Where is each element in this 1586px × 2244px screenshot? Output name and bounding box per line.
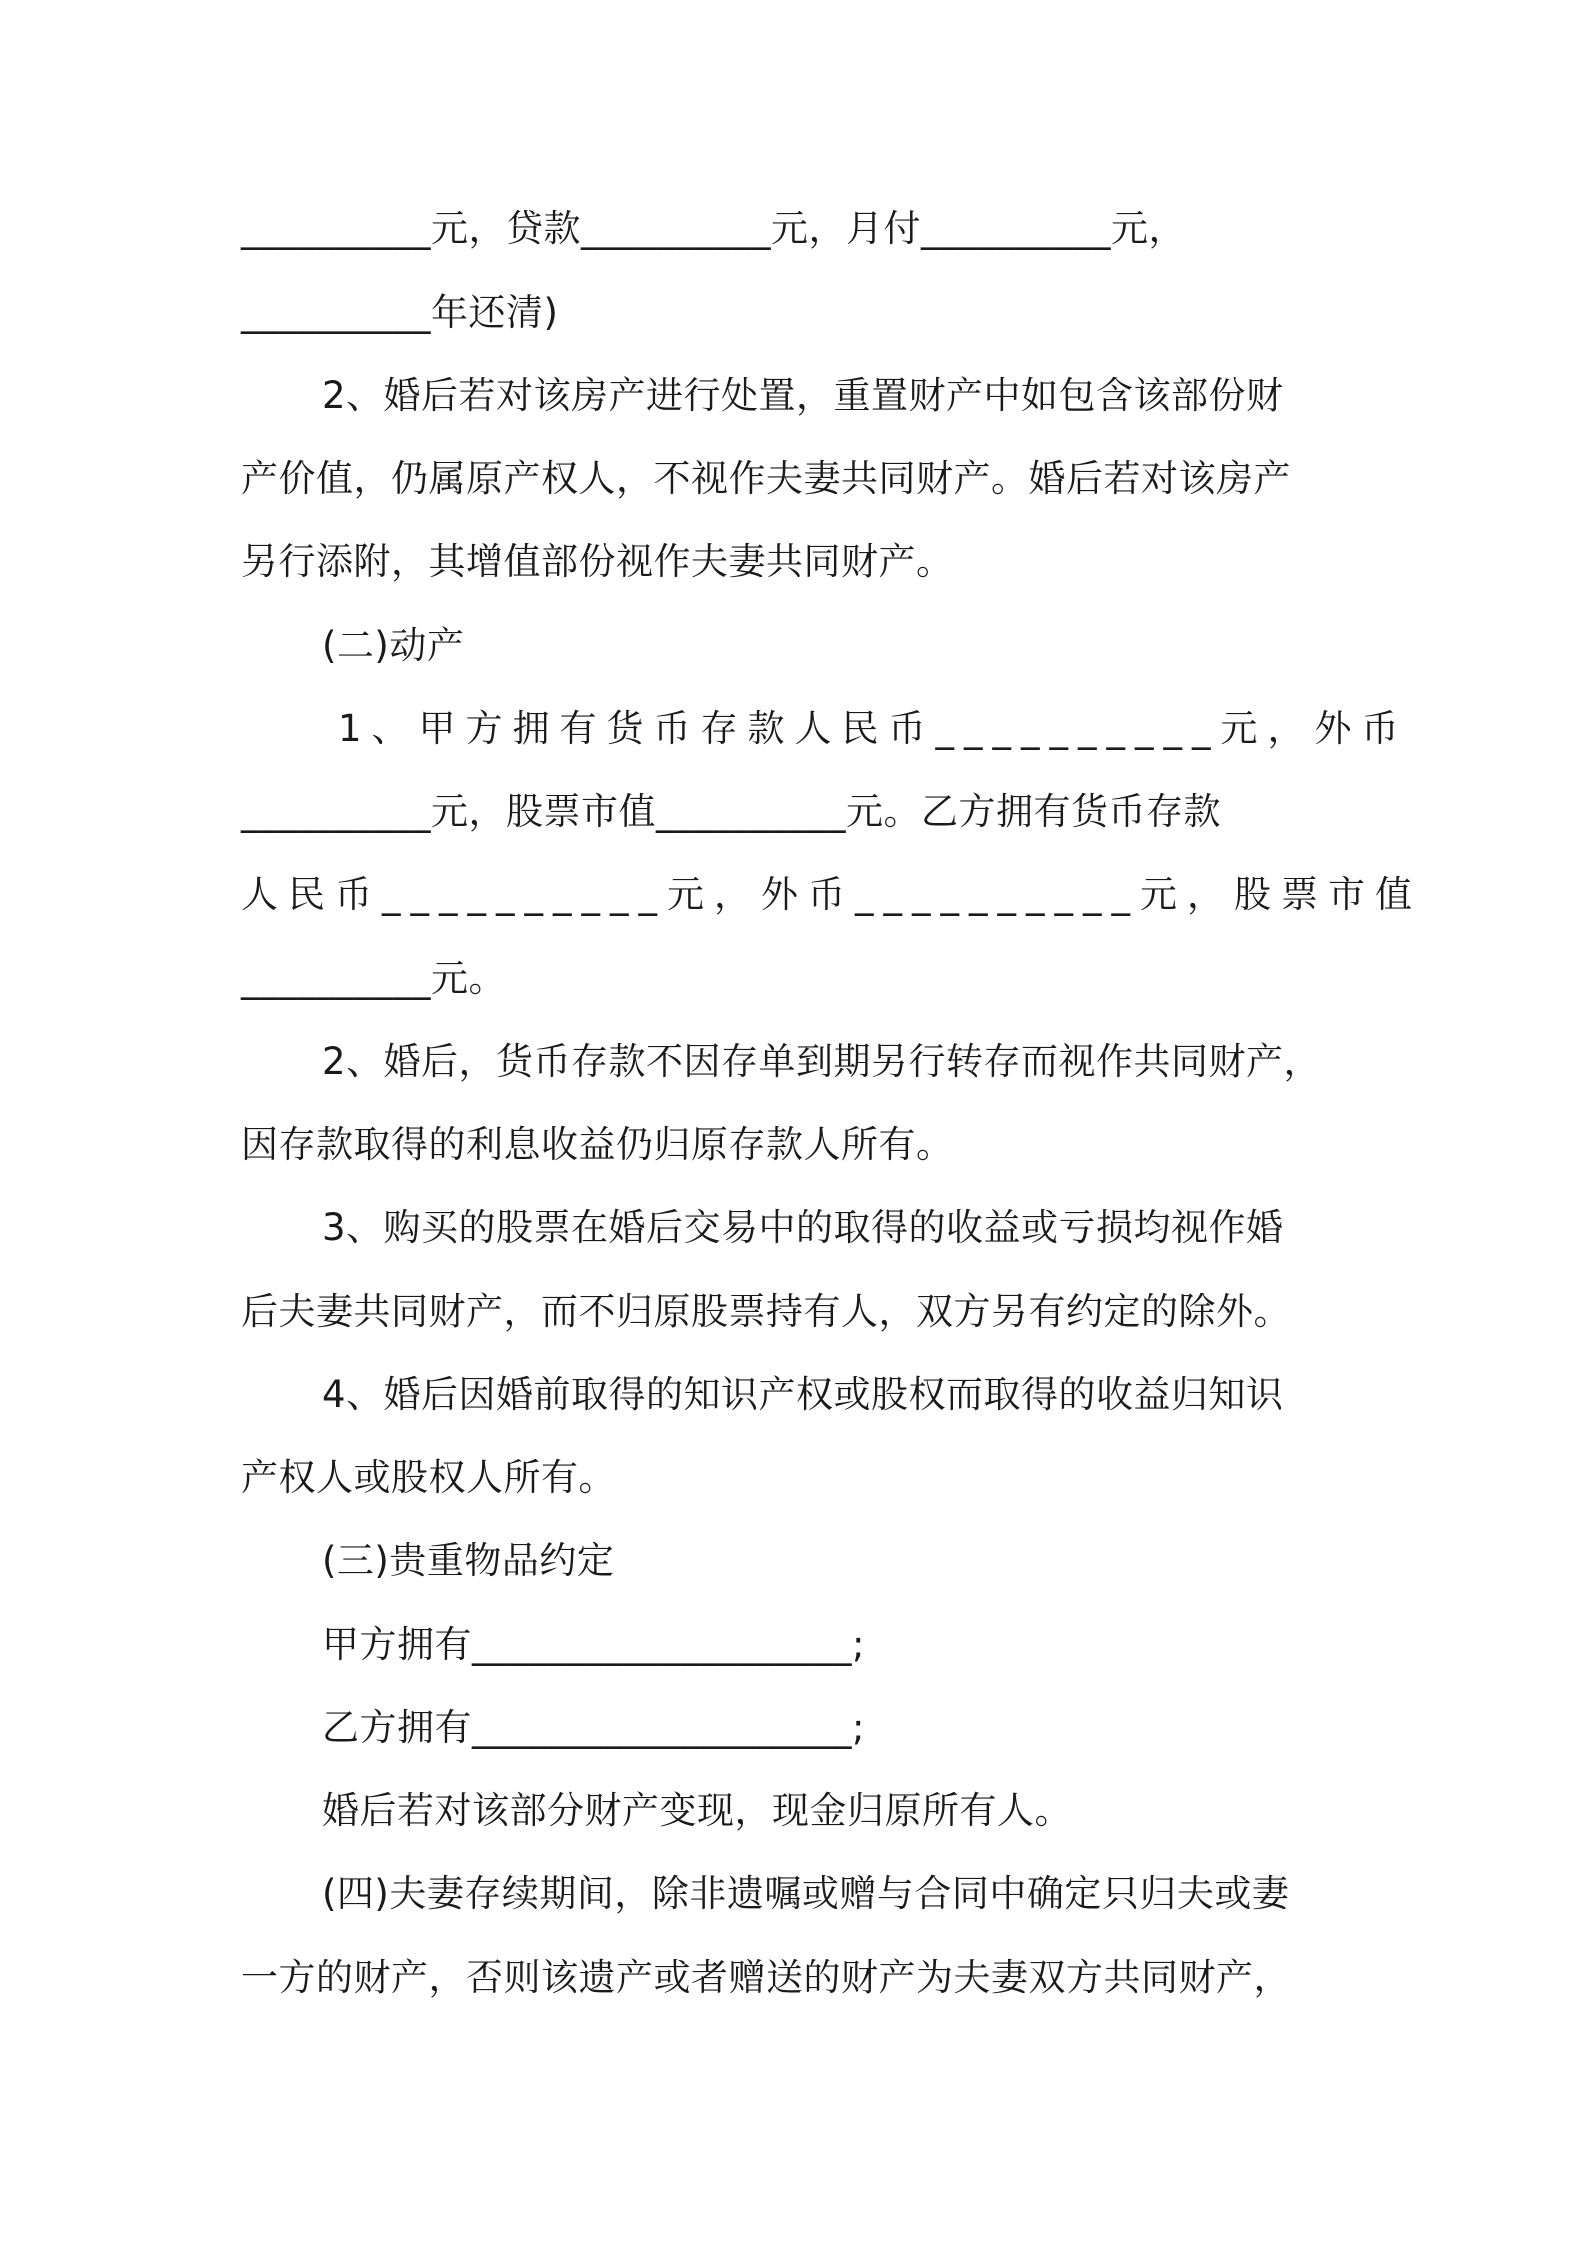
text-line-22: 一方的财产，否则该遗产或者赠送的财产为夫妻双方共同财产， xyxy=(241,1956,1291,1999)
text-line-13: 3、购买的股票在婚后交易中的取得的收益或亏损均视作婚 xyxy=(322,1206,1284,1249)
text-line-05: 另行添附，其增值部份视作夫妻共同财产。 xyxy=(241,540,954,583)
text-line-10: __________元。 xyxy=(241,957,506,1000)
text-line-07: 1、甲方拥有货币存款人民币__________元，外币 xyxy=(338,707,1409,750)
text-line-16: 产权人或股权人所有。 xyxy=(241,1456,616,1499)
text-line-04: 产价值，仍属原产权人，不视作夫妻共同财产。婚后若对该房产 xyxy=(241,457,1291,500)
text-line-01: __________元，贷款__________元，月付__________元， xyxy=(241,207,1186,250)
text-line-15: 4、婚后因婚前取得的知识产权或股权而取得的收益归知识 xyxy=(322,1373,1284,1416)
text-line-14: 后夫妻共同财产，而不归原股票持有人，双方另有约定的除外。 xyxy=(241,1290,1291,1333)
text-line-03: 2、婚后若对该房产进行处置，重置财产中如包含该部份财 xyxy=(322,374,1284,417)
text-line-02: __________年还清) xyxy=(241,291,559,334)
text-line-20: 婚后若对该部分财产变现，现金归原所有人。 xyxy=(322,1789,1072,1832)
text-line-11: 2、婚后，货币存款不因存单到期另行转存而视作共同财产， xyxy=(322,1040,1322,1083)
text-line-12: 因存款取得的利息收益仍归原存款人所有。 xyxy=(241,1123,954,1166)
text-line-21: (四)夫妻存续期间，除非遗嘱或赠与合同中确定只归夫或妻 xyxy=(322,1872,1290,1915)
section-heading-movable-property: (二)动产 xyxy=(322,624,465,667)
text-line-19: 乙方拥有____________________; xyxy=(322,1706,865,1749)
section-heading-valuables: (三)贵重物品约定 xyxy=(322,1539,615,1582)
text-line-09: 人民币__________元，外币__________元，股票市值 xyxy=(241,873,1422,916)
text-line-08: __________元，股票市值__________元。乙方拥有货币存款 xyxy=(241,790,1221,833)
text-line-18: 甲方拥有____________________; xyxy=(322,1623,865,1666)
